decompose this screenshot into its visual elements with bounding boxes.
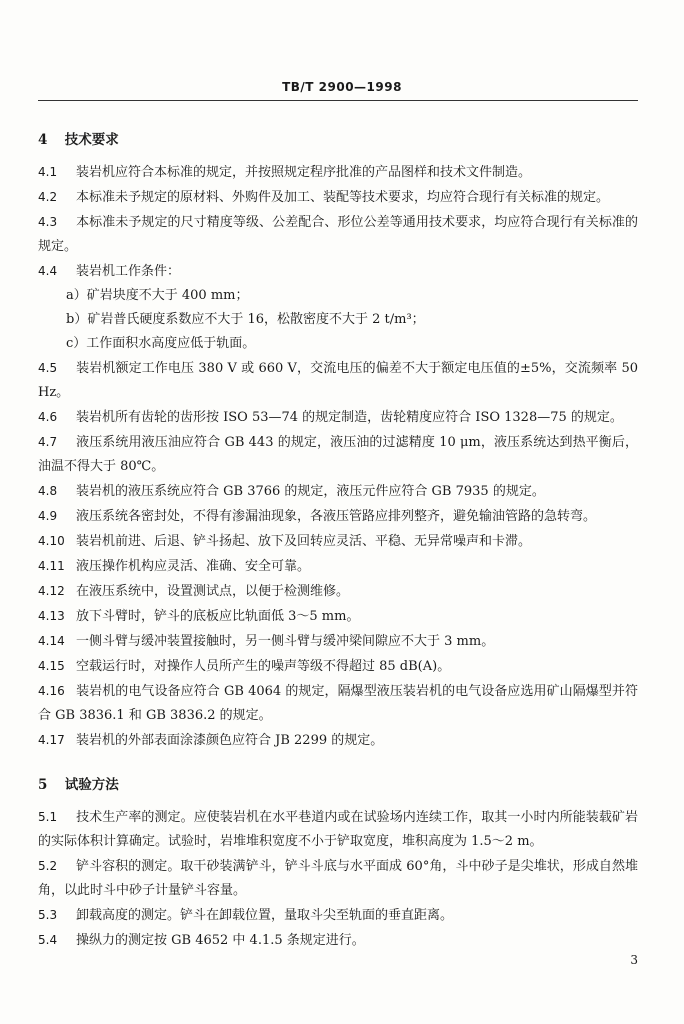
section-heading-4 bbox=[38, 128, 638, 148]
clause-text: 装岩机前进、后退、铲斗扬起、放下及回转应灵活、平稳、无异常噪声和卡滞。 bbox=[76, 534, 532, 549]
clause-text: 本标准未予规定的尺寸精度等级、公差配合、形位公差等通用技术要求，均应符合现行有关标准的规定。 bbox=[38, 215, 638, 254]
clause-number: 4.13 bbox=[38, 609, 65, 623]
clause-4-10 bbox=[38, 529, 638, 554]
clause-text: 放下斗臂时，铲斗的底板应比轨面低 3～5 mm。 bbox=[76, 609, 360, 624]
clause-4-13 bbox=[38, 604, 638, 629]
clause-number: 4.14 bbox=[38, 634, 65, 648]
clause-number: 4.15 bbox=[38, 659, 65, 673]
clause-number: 4.8 bbox=[38, 484, 58, 498]
clause-text: 本标准未予规定的原材料、外购件及加工、装配等技术要求，均应符合现行有关标准的规定。 bbox=[76, 190, 610, 205]
clause-number: 4.4 bbox=[38, 264, 58, 278]
clause-number: 5.2 bbox=[38, 859, 58, 873]
clause-4-4-c: c）工作面积水高度应低于轨面。 bbox=[66, 336, 256, 351]
section-title: 试验方法 bbox=[64, 777, 119, 793]
clause-4-15 bbox=[38, 654, 638, 679]
section-number: 5 bbox=[38, 777, 48, 793]
section-number: 4 bbox=[38, 132, 48, 148]
clause-text: 装岩机的电气设备应符合 GB 4064 的规定，隔爆型液压装岩机的电气设备应选用矿山隔爆型并符合 GB 3836.1 和 GB 3836.2 的规定。 bbox=[38, 684, 638, 723]
clause-5-4 bbox=[38, 928, 638, 953]
clause-text: 装岩机的外部表面涂漆颜色应符合 JB 2299 的规定。 bbox=[76, 733, 384, 748]
standard-number-header: TB/T 2900—1998 bbox=[282, 80, 402, 94]
clause-text: 在液压系统中，设置测试点，以便于检测维修。 bbox=[76, 584, 350, 599]
clause-number: 4.5 bbox=[38, 361, 58, 375]
clause-number: 5.3 bbox=[38, 908, 58, 922]
clause-4-11 bbox=[38, 554, 638, 579]
clause-4-4 bbox=[38, 259, 638, 284]
clause-number: 4.9 bbox=[38, 509, 58, 523]
clause-4-6 bbox=[38, 405, 638, 430]
section-title: 技术要求 bbox=[64, 132, 119, 148]
clause-text: 卸载高度的测定。铲斗在卸载位置，量取斗尖至轨面的垂直距离。 bbox=[76, 908, 454, 923]
clause-5-2 bbox=[38, 854, 638, 903]
clause-number: 4.11 bbox=[38, 559, 65, 573]
clause-text: 液压系统各密封处，不得有渗漏油现象，各液压管路应排列整齐，避免输油管路的急转弯。 bbox=[76, 509, 597, 524]
clause-4-12 bbox=[38, 579, 638, 604]
section-gap bbox=[38, 753, 638, 763]
clause-4-2 bbox=[38, 185, 638, 210]
clause-number: 4.2 bbox=[38, 190, 58, 204]
clause-number: 4.17 bbox=[38, 733, 65, 747]
clause-text: 一侧斗臂与缓冲装置接触时，另一侧斗臂与缓冲梁间隙应不大于 3 mm。 bbox=[76, 634, 495, 649]
clause-text: 装岩机的液压系统应符合 GB 3766 的规定，液压元件应符合 GB 7935 的规定。 bbox=[76, 484, 545, 499]
clause-text: 技术生产率的测定。应使装岩机在水平巷道内或在试验场内连续工作，取其一小时内所能装载矿岩的实际体积计算确定。试验时，岩堆堆积宽度不小于铲取宽度，堆积高度为 1.5～2 m。 bbox=[38, 810, 638, 849]
clause-number: 4.3 bbox=[38, 215, 58, 229]
clause-number: 4.10 bbox=[38, 534, 65, 548]
clause-4-16 bbox=[38, 679, 638, 728]
clause-text: 装岩机工作条件： bbox=[76, 264, 181, 279]
clause-text: 液压系统用液压油应符合 GB 443 的规定，液压油的过滤精度 10 μm，液压系统达到热平衡后，油温不得大于 80℃。 bbox=[38, 435, 638, 474]
clause-4-14 bbox=[38, 629, 638, 654]
clause-number: 4.7 bbox=[38, 435, 58, 449]
clause-text: 装岩机额定工作电压 380 V 或 660 V，交流电压的偏差不大于额定电压值的±5%，交流频率 50 Hz。 bbox=[38, 361, 638, 400]
page-number: 3 bbox=[630, 953, 638, 967]
clause-4-3 bbox=[38, 210, 638, 259]
clause-4-4-a: a）矿岩块度不大于 400 mm； bbox=[66, 288, 249, 303]
clause-5-1 bbox=[38, 805, 638, 854]
clause-text: 装岩机所有齿轮的齿形按 ISO 53—74 的规定制造，齿轮精度应符合 ISO 1328—75 的规定。 bbox=[76, 410, 623, 425]
clause-text: 铲斗容积的测定。取干砂装满铲斗，铲斗斗底与水平面成 60°角，斗中砂子是尖堆状，形成自然堆角，以此时斗中砂子计量铲斗容量。 bbox=[38, 859, 638, 898]
clause-text: 装岩机应符合本标准的规定，并按照规定程序批准的产品图样和技术文件制造。 bbox=[76, 165, 532, 180]
clause-4-4-b: b）矿岩普氏硬度系数应不大于 16，松散密度不大于 2 t/m³； bbox=[66, 312, 425, 327]
clause-4-5 bbox=[38, 356, 638, 405]
header-rule bbox=[38, 100, 638, 101]
clause-4-7 bbox=[38, 430, 638, 479]
clause-text: 空载运行时，对操作人员所产生的噪声等级不得超过 85 dB(A)。 bbox=[76, 659, 451, 674]
clause-4-9 bbox=[38, 504, 638, 529]
clause-number: 5.1 bbox=[38, 810, 58, 824]
clause-number: 4.6 bbox=[38, 410, 58, 424]
clause-number: 5.4 bbox=[38, 933, 58, 947]
clause-text: 操纵力的测定按 GB 4652 中 4.1.5 条规定进行。 bbox=[76, 933, 365, 948]
clause-4-1 bbox=[38, 160, 638, 185]
clause-4-8 bbox=[38, 479, 638, 504]
clause-number: 4.12 bbox=[38, 584, 65, 598]
section-heading-5 bbox=[38, 773, 638, 793]
clause-number: 4.1 bbox=[38, 165, 58, 179]
clause-5-3 bbox=[38, 903, 638, 928]
clause-text: 液压操作机构应灵活、准确、安全可靠。 bbox=[76, 559, 311, 574]
document-body bbox=[38, 118, 638, 953]
clause-number: 4.16 bbox=[38, 684, 65, 698]
clause-4-17 bbox=[38, 728, 638, 753]
